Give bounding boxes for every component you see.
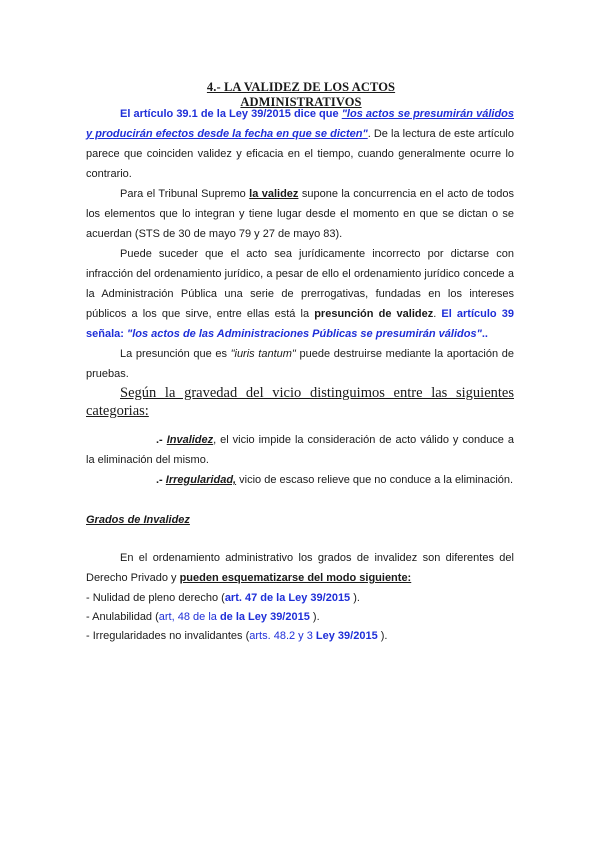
p1-lead: El artículo 39.1 de la Ley 39/2015 dice que: [120, 108, 339, 120]
bullet-invalidez: [86, 430, 514, 470]
subtitle-grados: Grados de Invalidez: [86, 514, 190, 526]
list-item-irregularidades: [86, 628, 387, 644]
bullet-1-term: Invalidez: [166, 434, 214, 446]
paragraph-2: [86, 184, 514, 244]
bullet-irregularidad: [86, 470, 514, 490]
list-item-anulabilidad: [86, 609, 320, 625]
bullet-1-marker: .-: [156, 434, 163, 446]
paragraph-5: [86, 384, 514, 420]
list-2-ref-b: de la Ley 39/2015: [219, 611, 310, 623]
bullet-2-marker: .-: [156, 474, 163, 486]
list-item-nulidad: [86, 590, 360, 606]
p4-iuris: "iuris tantum": [230, 348, 296, 360]
p2-validez: la validez: [249, 188, 299, 200]
list-2-end: ).: [309, 611, 320, 623]
bullet-2-text: vicio de escaso relieve que no conduce a la eliminación.: [239, 474, 514, 486]
list-2-ref-a: art, 48 de la: [158, 611, 220, 623]
paragraph-4: [86, 344, 514, 384]
list-3-ref-b: Ley 39/2015: [315, 630, 378, 642]
list-2-text: - Anulabilidad (: [86, 611, 159, 623]
list-3-end: ).: [377, 630, 388, 642]
p2-c: supone la concurrencia en el acto de todos los elementos que lo integran y tiene lugar desde el momento en que se dictan o se acuerdan (STS de 30 de mayo 79 y 27 de mayo 83).: [86, 188, 514, 240]
p3-quote: "los actos de las Administraciones Públicas se presumirán válidos": [126, 328, 482, 340]
p3-c: .: [433, 308, 437, 320]
p3-presuncion: presunción de validez: [314, 308, 434, 320]
list-1-text: - Nulidad de pleno derecho (: [86, 592, 225, 604]
page-title: 4.- LA VALIDEZ DE LOS ACTOS ADMINISTRATIVOS: [206, 80, 396, 109]
bullet-2-term: Irregularidad,: [165, 474, 237, 486]
bullet-1-text: , el vicio impide la consideración de acto válido y conduce a la eliminación del mismo.: [86, 434, 514, 466]
p6-a: En el ordenamiento administrativo los grados de invalidez son diferentes del Derecho Privado y: [86, 552, 514, 584]
p3-end: ..: [481, 328, 488, 340]
p1-quote: "los actos se presumirán válidos y producirán efectos desde la fecha en que se dicten": [86, 108, 514, 140]
paragraph-3: [86, 244, 514, 344]
p3-articulo: El artículo 39 señala:: [86, 308, 514, 340]
p4-a: La presunción que es: [120, 348, 227, 360]
p1-rest: . De la lectura de este artículo parece que coinciden validez y eficacia en el tiempo, cuando generalmente ocurre lo contrario.: [86, 128, 514, 180]
p5-text: Según la gravedad del vicio distinguimos entre las siguientes categorias:: [86, 385, 514, 419]
paragraph-6: [86, 548, 514, 588]
p6-b: pueden esquematizarse del modo siguiente:: [179, 572, 412, 584]
paragraph-1: [86, 104, 514, 184]
list-3-text: - Irregularidades no invalidantes (: [86, 630, 250, 642]
p3-a: Puede suceder que el acto sea jurídicamente incorrecto por dictarse con infracción del ordenamiento jurídico, a pesar de ello el ordenamiento jurídico concede a la Administración Pública una serie de prerrogativas, fundadas en los intereses públicos a los que sirve, entre ellas está la: [86, 248, 514, 320]
p4-c: puede destruirse mediante la aportación de pruebas.: [86, 348, 514, 380]
list-1-end: ).: [350, 592, 360, 604]
p2-a: Para el Tribunal Supremo: [120, 188, 246, 200]
list-1-ref: art. 47 de la Ley 39/2015: [224, 592, 351, 604]
list-3-ref-a: arts. 48.2 y 3: [249, 630, 316, 642]
